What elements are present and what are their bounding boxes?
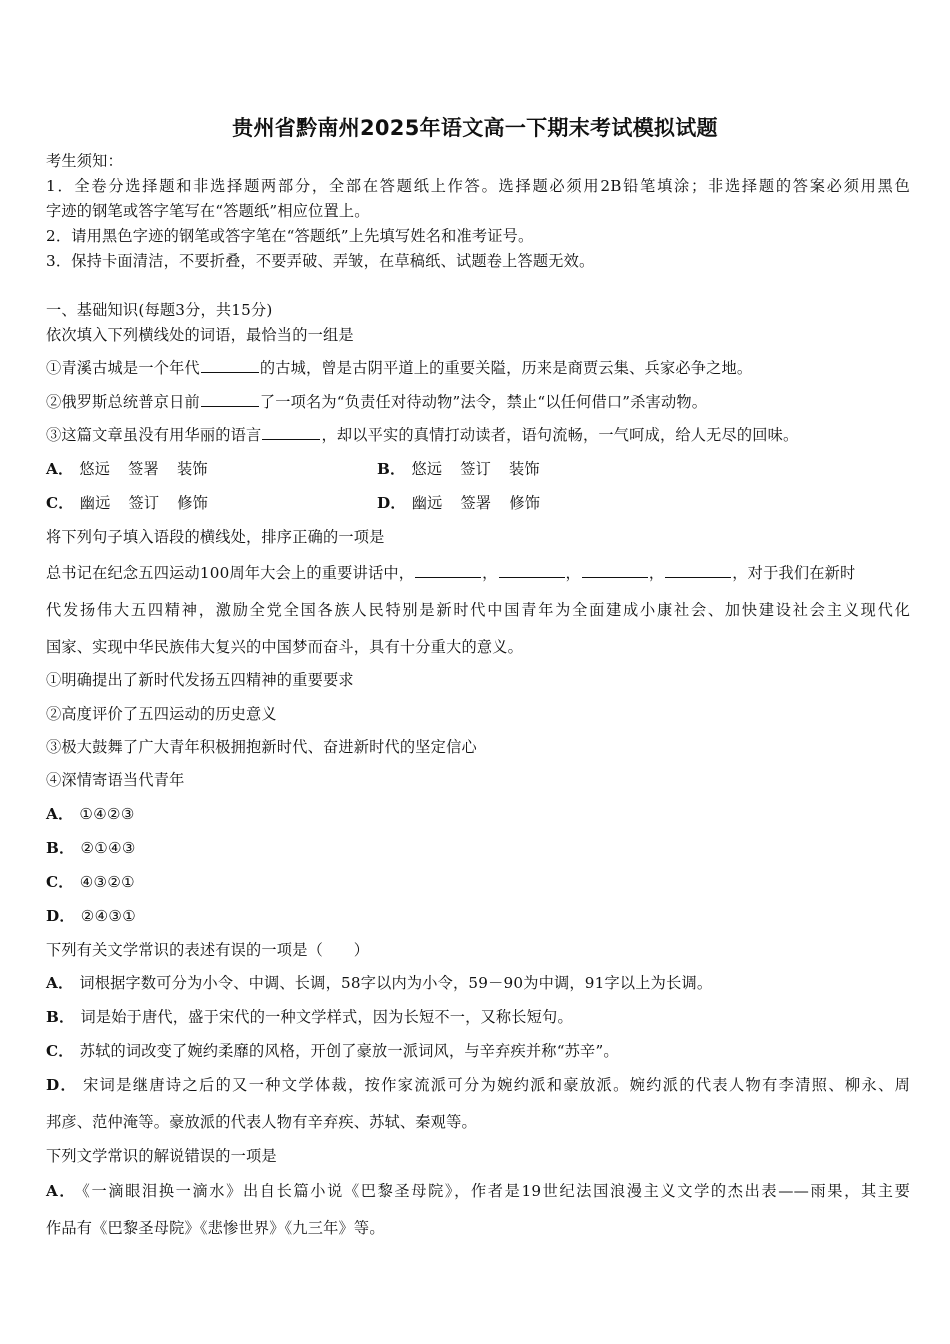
answer-blank xyxy=(415,562,481,578)
q1-option-c: C． 幽远 签订 修饰 xyxy=(46,494,209,512)
q1-option-a: A． 悠远 签署 装饰 xyxy=(46,460,208,478)
q3-option-d-cont: 邦彦、范仲淹等。豪放派的代表人物有辛弃疾、苏轼、秦观等。 xyxy=(46,1113,477,1131)
answer-blank xyxy=(499,562,565,578)
q2-item-3: ③极大鼓舞了广大青年积极拥抱新时代、奋进新时代的坚定信心 xyxy=(46,738,477,756)
q1-s3-b: ，却以平实的真情打动读者，语句流畅，一气呵成，给人无尽的回味。 xyxy=(321,426,799,444)
q2-item-1: ①明确提出了新时代发扬五四精神的重要要求 xyxy=(46,671,354,689)
q2-option-a: A． ①④②③ xyxy=(46,805,135,823)
q4-option-a-cont: 作品有《巴黎圣母院》《悲惨世界》《九三年》等。 xyxy=(46,1219,385,1237)
q2-option-c: C． ④③②① xyxy=(46,873,135,891)
q3-option-b: B． 词是始于唐代，盛于宋代的一种文学样式，因为长短不一，又称长短句。 xyxy=(46,1008,573,1026)
notice-heading: 考生须知： xyxy=(46,152,123,170)
answer-blank xyxy=(201,391,259,407)
q1-option-d: D． 幽远 签署 修饰 xyxy=(377,494,541,512)
q2-stem: 将下列句子填入语段的横线处，排序正确的一项是 xyxy=(46,528,385,546)
q2-paragraph-2: 代发扬伟大五四精神，激励全党全国各族人民特别是新时代中国青年为全面建成小康社会、加快建设社会主义现代化 xyxy=(46,601,910,619)
q1-s2-b: 了一项名为“负责任对待动物”法令，禁止“以任何借口”杀害动物。 xyxy=(259,393,708,411)
answer-blank xyxy=(665,562,731,578)
q2-item-4: ④深情寄语当代青年 xyxy=(46,771,185,789)
q2-paragraph-1: 总书记在纪念五四运动100周年大会上的重要讲话中， ， ， ， ，对于我们在新时 xyxy=(46,564,856,582)
answer-blank xyxy=(262,424,320,440)
q3-option-c: C． 苏轼的词改变了婉约柔靡的风格，开创了豪放一派词风，与辛弃疾并称“苏辛”。 xyxy=(46,1042,619,1060)
q1-stem: 依次填入下列横线处的词语，最恰当的一组是 xyxy=(46,326,354,344)
q2-paragraph-3: 国家、实现中华民族伟大复兴的中国梦而奋斗，具有十分重大的意义。 xyxy=(46,638,524,656)
q3-option-d: D． 宋词是继唐诗之后的又一种文学体裁，按作家流派可分为婉约派和豪放派。婉约派的代表人物有李清照、柳永、周 xyxy=(46,1076,910,1094)
q1-sentence-2 xyxy=(46,391,910,413)
q1-s2-a: ②俄罗斯总统普京日前 xyxy=(46,393,200,411)
q1-option-b: B． 悠远 签订 装饰 xyxy=(377,460,540,478)
q1-sentence-3 xyxy=(46,424,910,446)
q3-stem: 下列有关文学常识的表述有误的一项是（ ） xyxy=(46,941,370,959)
notice-item-2: 2．请用黑色字迹的钢笔或答字笔在“答题纸”上先填写姓名和准考证号。 xyxy=(46,227,534,245)
q3-option-a: A． 词根据字数可分为小令、中调、长调，58字以内为小令，59－90为中调，91字以上为长调。 xyxy=(46,974,713,992)
answer-blank xyxy=(582,562,648,578)
notice-item-3: 3．保持卡面清洁，不要折叠，不要弄破、弄皱，在草稿纸、试题卷上答题无效。 xyxy=(46,252,595,270)
q1-s1-b: 的古城，曾是古阴平道上的重要关隘，历来是商贾云集、兵家必争之地。 xyxy=(259,359,753,377)
notice-item-1-cont: 字迹的钢笔或答字笔写在“答题纸”相应位置上。 xyxy=(46,202,370,220)
q4-stem: 下列文学常识的解说错误的一项是 xyxy=(46,1147,277,1165)
q4-option-a: A． 《一滴眼泪换一滴水》出自长篇小说《巴黎圣母院》，作者是19世纪法国浪漫主义文学的杰出表——雨果，其主要 xyxy=(46,1182,911,1200)
section-heading: 一、基础知识(每题3分，共15分) xyxy=(46,301,273,319)
q1-sentence-1 xyxy=(46,357,910,379)
q2-item-2: ②高度评价了五四运动的历史意义 xyxy=(46,705,277,723)
q1-s1-a: ①青溪古城是一个年代 xyxy=(46,359,200,377)
page-title: 贵州省黔南州2025年语文高一下期末考试模拟试题 xyxy=(232,116,718,140)
q2-option-d: D． ②④③① xyxy=(46,907,137,925)
q2-option-b: B． ②①④③ xyxy=(46,839,136,857)
notice-item-1: 1．全卷分选择题和非选择题两部分，全部在答题纸上作答。选择题必须用2B铅笔填涂；非选择题的答案必须用黑色 xyxy=(46,177,910,195)
answer-blank xyxy=(201,357,259,373)
q1-s3-a: ③这篇文章虽没有用华丽的语言 xyxy=(46,426,262,444)
